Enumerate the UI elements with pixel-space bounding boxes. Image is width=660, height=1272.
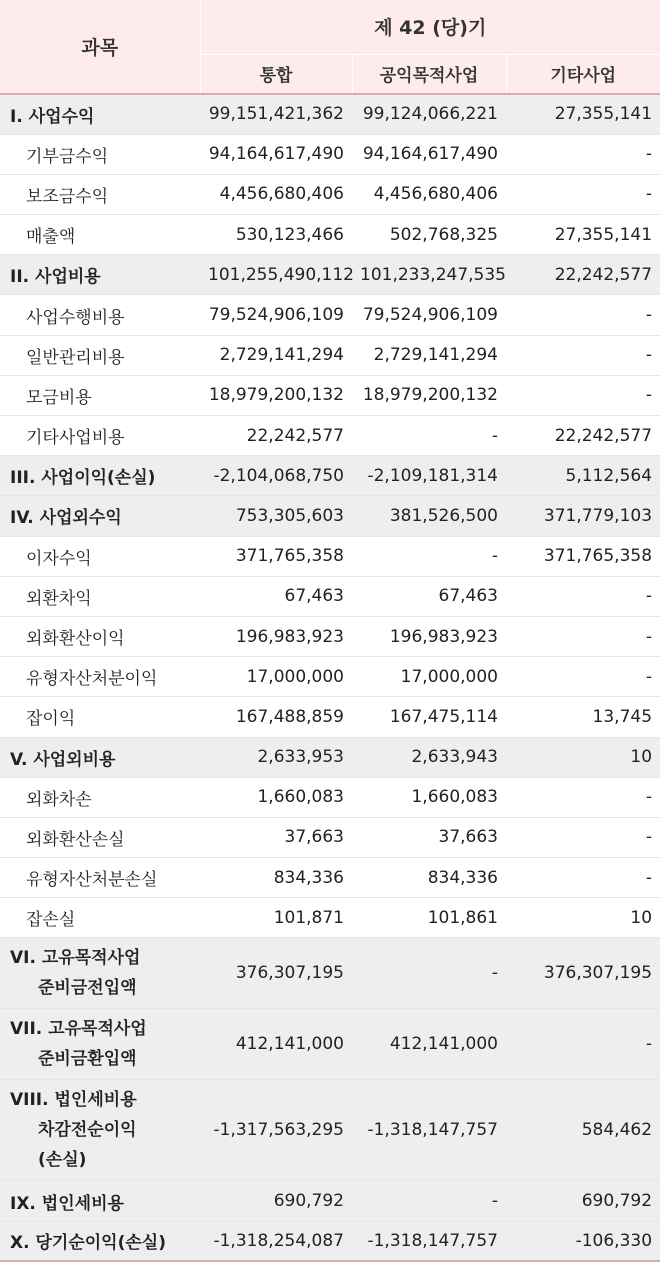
cell-public-purpose: -1,318,147,757 [352,1080,506,1181]
row-label: 기타사업비용 [0,416,200,456]
header-col-public-purpose: 공익목적사업 [352,54,506,94]
cell-other-business: - [506,375,660,415]
cell-total: 1,660,083 [200,777,352,817]
cell-total: 167,488,859 [200,697,352,737]
row-label: 잡손실 [0,898,200,938]
cell-other-business: - [506,657,660,697]
table-row [0,456,660,496]
table-row [0,777,660,817]
cell-total: 371,765,358 [200,536,352,576]
table-row [0,737,660,777]
row-label: 모금비용 [0,375,200,415]
row-label-line: VIII. 법인세비용 [10,1090,137,1111]
cell-public-purpose: 94,164,617,490 [352,134,506,174]
cell-other-business: 27,355,141 [506,94,660,134]
table-row [0,938,660,1009]
cell-other-business: - [506,576,660,616]
table-row [0,215,660,255]
cell-public-purpose: - [352,938,506,1009]
cell-other-business: - [506,295,660,335]
row-label: 외환차익 [0,576,200,616]
row-label: 사업수행비용 [0,295,200,335]
table-row [0,255,660,295]
cell-total: 834,336 [200,858,352,898]
cell-total: 99,151,421,362 [200,94,352,134]
cell-other-business: - [506,335,660,375]
cell-other-business: 5,112,564 [506,456,660,496]
row-label: 외화차손 [0,777,200,817]
row-label: V. 사업외비용 [0,737,200,777]
table-row [0,295,660,335]
cell-public-purpose: -1,318,147,757 [352,1221,506,1261]
cell-public-purpose: 4,456,680,406 [352,174,506,214]
cell-public-purpose: 18,979,200,132 [352,375,506,415]
cell-other-business: 22,242,577 [506,416,660,456]
table-row [0,134,660,174]
cell-other-business: 10 [506,898,660,938]
cell-public-purpose: - [352,536,506,576]
cell-total: 4,456,680,406 [200,174,352,214]
table-row [0,1181,660,1221]
cell-public-purpose: 502,768,325 [352,215,506,255]
cell-total: -1,318,254,087 [200,1221,352,1261]
cell-public-purpose: 67,463 [352,576,506,616]
cell-total: 79,524,906,109 [200,295,352,335]
cell-public-purpose: 37,663 [352,817,506,857]
header-col-other-business: 기타사업 [506,54,660,94]
cell-total: 196,983,923 [200,616,352,656]
row-label: 기부금수익 [0,134,200,174]
row-label: 외화환산이익 [0,616,200,656]
cell-public-purpose: -2,109,181,314 [352,456,506,496]
cell-total: 2,729,141,294 [200,335,352,375]
row-label: 매출액 [0,215,200,255]
row-label: X. 당기순이익(손실) [0,1221,200,1261]
table-row [0,375,660,415]
cell-other-business: - [506,134,660,174]
cell-total: 530,123,466 [200,215,352,255]
row-label: 외화환산손실 [0,817,200,857]
cell-public-purpose: 834,336 [352,858,506,898]
header-subject: 과목 [0,0,200,94]
cell-other-business: - [506,817,660,857]
cell-other-business: - [506,616,660,656]
cell-public-purpose: 167,475,114 [352,697,506,737]
cell-public-purpose: 79,524,906,109 [352,295,506,335]
cell-total: 101,871 [200,898,352,938]
row-label: 유형자산처분이익 [0,657,200,697]
row-label: 보조금수익 [0,174,200,214]
row-label: IX. 법인세비용 [0,1181,200,1221]
row-label: I. 사업수익 [0,94,200,134]
cell-total: 67,463 [200,576,352,616]
cell-other-business: - [506,777,660,817]
table-row [0,416,660,456]
table-body [0,94,660,1261]
cell-public-purpose: 2,729,141,294 [352,335,506,375]
cell-total: 690,792 [200,1181,352,1221]
table-header [0,0,660,94]
cell-other-business: 690,792 [506,1181,660,1221]
row-label: 이자수익 [0,536,200,576]
cell-public-purpose: 2,633,943 [352,737,506,777]
table-row [0,657,660,697]
cell-other-business: 376,307,195 [506,938,660,1009]
row-label: 일반관리비용 [0,335,200,375]
row-label-line: VI. 고유목적사업 [10,948,141,969]
cell-other-business: 371,765,358 [506,536,660,576]
table-row [0,1221,660,1261]
row-label: 잡이익 [0,697,200,737]
table-row [0,616,660,656]
cell-public-purpose: 1,660,083 [352,777,506,817]
row-label: IV. 사업외수익 [0,496,200,536]
cell-other-business: - [506,858,660,898]
table-row [0,335,660,375]
cell-public-purpose: 17,000,000 [352,657,506,697]
cell-public-purpose: - [352,416,506,456]
table-row [0,1080,660,1181]
cell-public-purpose: 196,983,923 [352,616,506,656]
cell-other-business: - [506,174,660,214]
cell-total: -2,104,068,750 [200,456,352,496]
table-row [0,576,660,616]
cell-total: 2,633,953 [200,737,352,777]
row-label [0,1009,200,1080]
cell-total: 101,255,490,112 [200,255,352,295]
cell-total: 22,242,577 [200,416,352,456]
cell-public-purpose: 99,124,066,221 [352,94,506,134]
table-row [0,858,660,898]
header-col-total: 통합 [200,54,352,94]
cell-public-purpose: 381,526,500 [352,496,506,536]
cell-total: 376,307,195 [200,938,352,1009]
table-row [0,1009,660,1080]
cell-total: 412,141,000 [200,1009,352,1080]
table-row [0,94,660,134]
cell-total: -1,317,563,295 [200,1080,352,1181]
table-row [0,898,660,938]
cell-other-business: 22,242,577 [506,255,660,295]
row-label [0,1080,200,1181]
cell-public-purpose: 101,861 [352,898,506,938]
cell-other-business: - [506,1009,660,1080]
cell-total: 18,979,200,132 [200,375,352,415]
cell-other-business: -106,330 [506,1221,660,1261]
table-row [0,817,660,857]
row-label-line: VII. 고유목적사업 [10,1019,147,1040]
row-label-line: 준비금전입액 [38,978,137,999]
row-label: III. 사업이익(손실) [0,456,200,496]
cell-total: 17,000,000 [200,657,352,697]
header-period: 제 42 (당)기 [200,0,660,54]
row-label [0,938,200,1009]
cell-total: 753,305,603 [200,496,352,536]
cell-public-purpose: 412,141,000 [352,1009,506,1080]
cell-other-business: 10 [506,737,660,777]
row-label: 유형자산처분손실 [0,858,200,898]
table-row [0,697,660,737]
table-row [0,536,660,576]
row-label-line: (손실) [38,1150,87,1171]
row-label-line: 차감전순이익 [38,1120,137,1141]
cell-other-business: 27,355,141 [506,215,660,255]
cell-other-business: 13,745 [506,697,660,737]
row-label: II. 사업비용 [0,255,200,295]
cell-other-business: 584,462 [506,1080,660,1181]
cell-other-business: 371,779,103 [506,496,660,536]
table-row [0,174,660,214]
cell-total: 94,164,617,490 [200,134,352,174]
cell-public-purpose: - [352,1181,506,1221]
table-row [0,496,660,536]
cell-total: 37,663 [200,817,352,857]
row-label-line: 준비금환입액 [38,1049,137,1070]
cell-public-purpose: 101,233,247,535 [352,255,506,295]
